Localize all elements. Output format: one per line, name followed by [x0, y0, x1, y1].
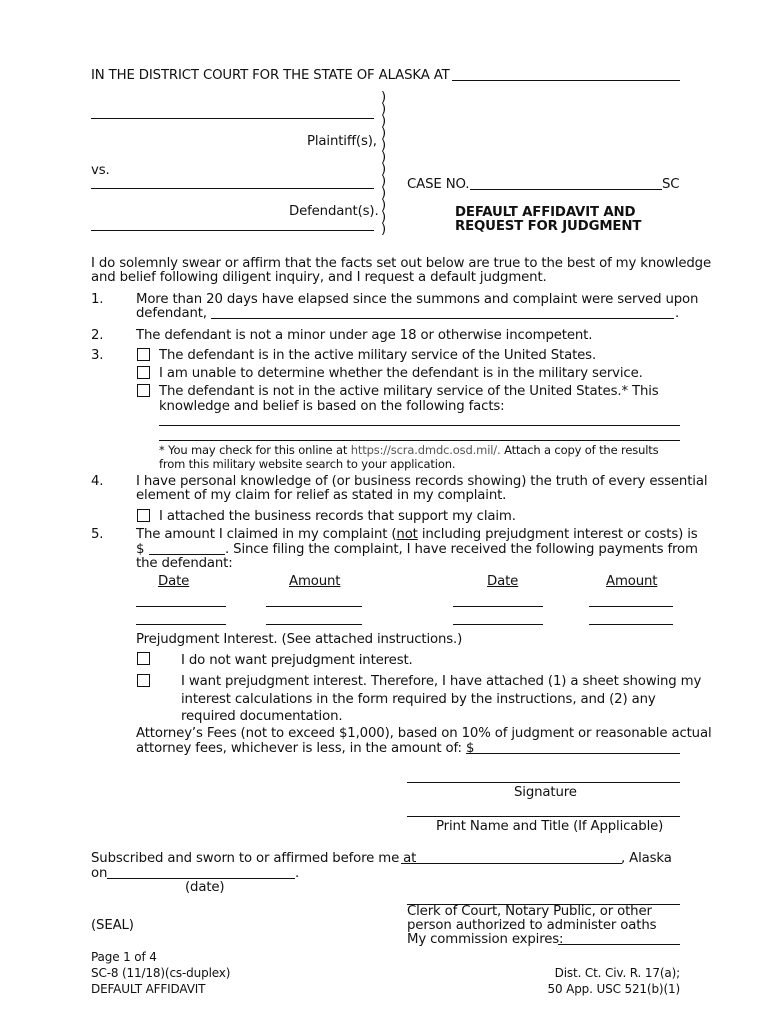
item-number-2: 2. — [91, 328, 104, 343]
form-title-line2: REQUEST FOR JUDGMENT — [455, 219, 642, 234]
payment-date-field[interactable] — [453, 624, 543, 625]
payment-date-field[interactable] — [136, 624, 226, 625]
payments-amount-header-2: Amount — [606, 574, 658, 589]
case-number-line[interactable] — [470, 189, 662, 190]
want-prejudgment-checkbox[interactable] — [137, 674, 150, 687]
case-number-label: CASE NO. — [407, 177, 470, 192]
clerk-line3: My commission expires: — [407, 932, 564, 947]
sworn-alaska: , Alaska — [621, 851, 672, 866]
form-name-footer: DEFAULT AFFIDAVIT — [91, 982, 206, 996]
defendant-name-line[interactable] — [91, 188, 374, 189]
payment-amount-field[interactable] — [589, 624, 673, 625]
military-not-active-line1: The defendant is not in the active military service of the United States.* This — [159, 384, 659, 399]
intro-line2: and belief following diligent inquiry, and I request a default judgment. — [91, 270, 547, 285]
form-title-line1: DEFAULT AFFIDAVIT AND — [455, 205, 636, 220]
payments-date-header-1: Date — [158, 574, 190, 589]
item4-line2: element of my claim for relief as stated in my complaint. — [136, 488, 507, 503]
sworn-location-line[interactable] — [401, 863, 622, 864]
item5-not: not — [396, 527, 418, 542]
rule-citation-2: 50 App. USC 521(b)(1) — [547, 982, 680, 996]
military-active-label: The defendant is in the active military service of the United States. — [159, 348, 597, 363]
attorney-fees-amount-line[interactable] — [466, 753, 680, 754]
item1-end: . — [675, 306, 680, 321]
scra-link[interactable]: https://scra.dmdc.osd.mil/. — [350, 443, 501, 457]
clerk-line2: person authorized to administer oaths — [407, 918, 657, 933]
print-name-label: Print Name and Title (If Applicable) — [436, 819, 664, 834]
military-not-active-line2: knowledge and belief is based on the following facts: — [159, 399, 505, 414]
sworn-date-label: (date) — [185, 880, 225, 895]
item-number-1: 1. — [91, 292, 104, 307]
sworn-on: on — [91, 866, 108, 881]
print-name-line[interactable] — [407, 816, 680, 817]
military-active-checkbox[interactable] — [137, 348, 150, 361]
vs-label: vs. — [91, 163, 110, 178]
court-location-line[interactable] — [452, 80, 680, 81]
rule-citation-1: Dist. Ct. Civ. R. 17(a); — [554, 966, 680, 980]
item4-line1: I have personal knowledge of (or business records showing) the truth of every essential — [136, 474, 708, 489]
item1-line1: More than 20 days have elapsed since the summons and complaint were served upon — [136, 292, 699, 307]
business-records-label: I attached the business records that support my claim. — [159, 509, 516, 524]
sworn-date-line[interactable] — [107, 878, 295, 879]
military-note-line2: from this military website search to your application. — [159, 457, 456, 471]
item-number-5: 5. — [91, 527, 104, 542]
no-prejudgment-label: I do not want prejudgment interest. — [181, 653, 413, 668]
prejudgment-heading: Prejudgment Interest. (See attached instructions.) — [136, 632, 463, 647]
sworn-line1: Subscribed and sworn to or affirmed before me at — [91, 851, 417, 866]
military-note-line1 — [159, 443, 658, 457]
item5-line2: . Since filing the complaint, I have received the following payments from — [225, 542, 698, 557]
want-prejudgment-line3: required documentation. — [181, 709, 343, 724]
clerk-line1: Clerk of Court, Notary Public, or other — [407, 904, 652, 919]
service-date-line[interactable] — [211, 318, 674, 319]
item5-line3: the defendant: — [136, 556, 233, 571]
military-facts-line1[interactable] — [159, 425, 680, 426]
item5-text-a: The amount I claimed in my complaint ( — [136, 527, 397, 542]
claimed-amount-line[interactable] — [149, 554, 225, 555]
want-prejudgment-line2: interest calculations in the form required by the instructions, and (2) any — [181, 692, 656, 707]
payment-amount-field[interactable] — [589, 606, 673, 607]
item-number-3: 3. — [91, 348, 104, 363]
form-code: SC-8 (11/18)(cs-duplex) — [91, 966, 231, 980]
payment-amount-field[interactable] — [266, 606, 362, 607]
military-unknown-label: I am unable to determine whether the defendant is in the military service. — [159, 366, 643, 381]
no-prejudgment-checkbox[interactable] — [137, 652, 150, 665]
payments-date-header-2: Date — [487, 574, 519, 589]
military-facts-line2[interactable] — [159, 440, 680, 441]
military-not-active-checkbox[interactable] — [137, 384, 150, 397]
item1-line2: defendant, — [136, 306, 207, 321]
attorney-fees-line2: attorney fees, whichever is less, in the amount of: $ — [136, 741, 475, 756]
signature-label: Signature — [514, 785, 577, 800]
plaintiff-label: Plaintiff(s), — [307, 134, 377, 149]
plaintiff-name-line[interactable] — [91, 118, 374, 119]
item5-dollar: $ — [136, 542, 145, 557]
page-number: Page 1 of 4 — [91, 950, 157, 964]
business-records-checkbox[interactable] — [137, 509, 150, 522]
military-note-text: * You may check for this online at — [159, 443, 348, 457]
payment-date-field[interactable] — [453, 606, 543, 607]
defendant-label: Defendant(s). — [289, 204, 379, 219]
commission-expires-line[interactable] — [558, 944, 680, 945]
item-number-4: 4. — [91, 474, 104, 489]
item5-line1 — [136, 527, 698, 542]
item5-text-b: including prejudgment interest or costs) is — [417, 527, 698, 542]
payment-amount-field[interactable] — [266, 624, 362, 625]
military-unknown-checkbox[interactable] — [137, 366, 150, 379]
court-heading: IN THE DISTRICT COURT FOR THE STATE OF ALASKA AT — [91, 68, 450, 83]
attorney-fees-line1: Attorney’s Fees (not to exceed $1,000), based on 10% of judgment or reasonable actual — [136, 726, 712, 741]
defendant-name-line-2[interactable] — [91, 230, 374, 231]
item2-text: The defendant is not a minor under age 18 or otherwise incompetent. — [136, 328, 593, 343]
intro-line1: I do solemnly swear or affirm that the facts set out below are true to the best of my knowledge — [91, 256, 711, 271]
case-number-suffix: SC — [662, 177, 680, 192]
want-prejudgment-line1: I want prejudgment interest. Therefore, I have attached (1) a sheet showing my — [181, 674, 702, 689]
military-note-text-b: Attach a copy of the results — [504, 443, 659, 457]
seal-label: (SEAL) — [91, 918, 134, 933]
payments-amount-header-1: Amount — [289, 574, 341, 589]
sworn-on-end: . — [295, 866, 300, 881]
signature-line[interactable] — [407, 782, 680, 783]
payment-date-field[interactable] — [136, 606, 226, 607]
